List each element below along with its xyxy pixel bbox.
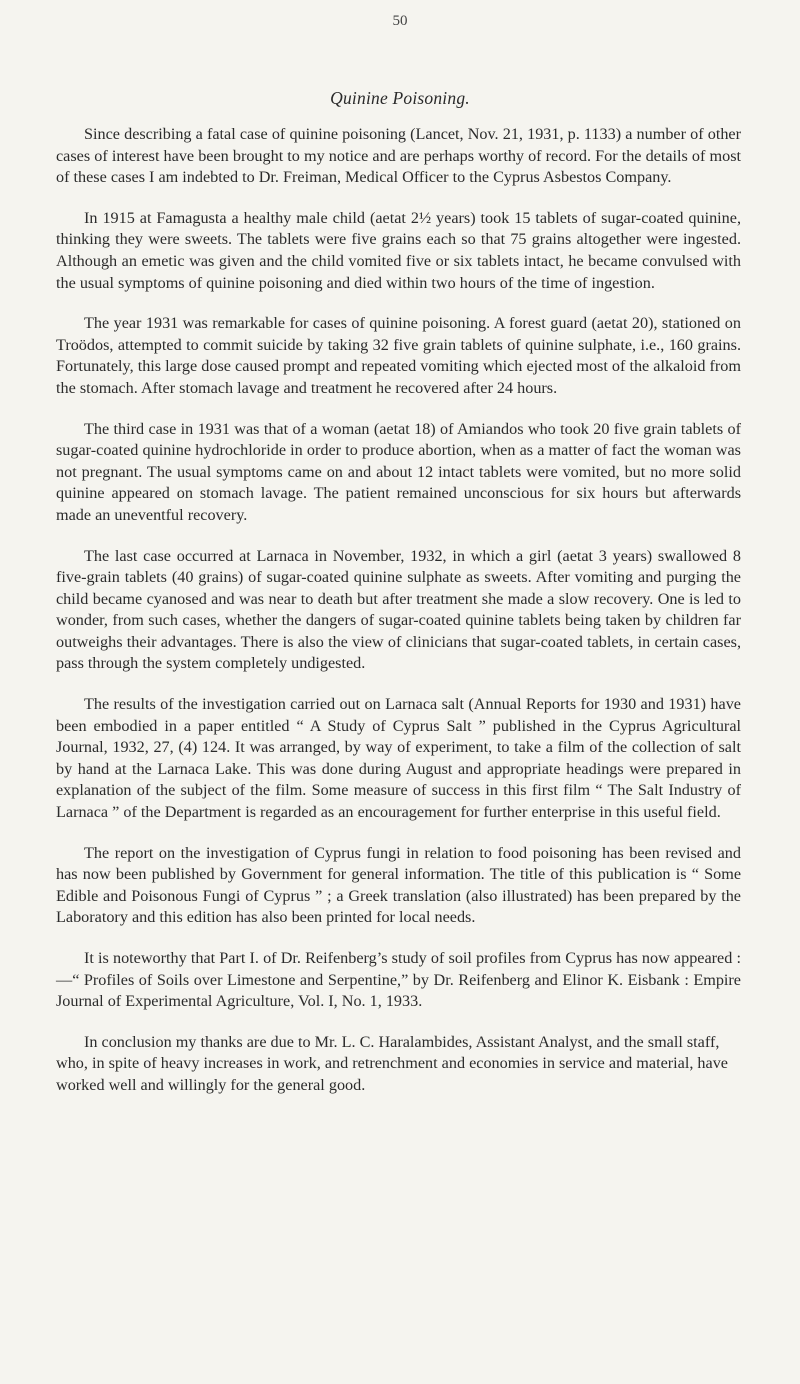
- paragraph-salt-study: The results of the investigation carried out on Larnaca salt (Annual Reports for 1930 and 1931) have been embodied in a paper entitled “ A Study of Cyprus Salt ” published in the Cyprus Agricultural Journal, 1932, 27, (4) 124. It was arranged, by way of experiment, to take a film of the collection of salt by hand at the Larnaca Lake. This was done during August and appropriate headings were prepared in explanation of the subject of the film. Some measure of success in this first film “ The Salt Industry of Larnaca ” of the Department is regarded as an encouragement for further enterprise in this useful field.: [56, 695, 741, 822]
- paragraph-amiandos-case: The third case in 1931 was that of a woman (aetat 18) of Amiandos who took 20 five grain tablets of sugar-coated quinine hydrochloride in order to produce abortion, when as a matter of fact the woman was not pregnant. The usual symptoms came on and about 12 intact tablets were vomited, but no more solid quinine appeared on stomach lavage. The patient remained unconscious for six hours but afterwards made an uneventful recovery.: [56, 419, 741, 524]
- paragraph-soil-profiles: It is noteworthy that Part I. of Dr. Reifenberg’s study of soil profiles from Cyprus has now appeared :—“ Profiles of Soils over Limestone and Serpentine,” by Dr. Reifenberg and Elinor K. Eisbank : Empire Journal of Experimental Agriculture, Vol. I, No. 1, 1933.: [56, 949, 741, 1011]
- paragraph-intro: Since describing a fatal case of quinine poisoning (Lancet, Nov. 21, 1931, p. 1133) a number of other cases of interest have been brought to my notice and are perhaps worthy of record. For the details of most of these cases I am indebted to Dr. Freiman, Medical Officer to the Cyprus Asbestos Company.: [56, 125, 741, 187]
- paragraph-famagusta-case: In 1915 at Famagusta a healthy male child (aetat 2½ years) took 15 tablets of sugar-coated quinine, thinking they were sweets. The tablets were five grains each so that 75 grains altogether were ingested. Although an emetic was given and the child vomited five or six tablets intact, he became convulsed with the usual symptoms of quinine poisoning and died within two hours of the time of ingestion.: [56, 208, 741, 292]
- body-text: [56, 124, 741, 1116]
- paragraph-larnaca-case: The last case occurred at Larnaca in November, 1932, in which a girl (aetat 3 years) swallowed 8 five-grain tablets (40 grains) of sugar-coated quinine sulphate as sweets. After vomiting and purging the child became cyanosed and was near to death but after treatment she made a slow recovery. One is led to wonder, from such cases, whether the dangers of sugar-coated quinine tablets being taken by children far outweighs their advantages. There is also the view of clinicians that sugar-coated tablets, in certain cases, pass through the system completely undigested.: [56, 546, 741, 673]
- page-number: 50: [392, 13, 408, 29]
- paragraph-conclusion: In conclusion my thanks are due to Mr. L. C. Haralambides, Assistant Analyst, and the small staff, who, in spite of heavy increases in work, and retrenchment and economies in service and material, have worked well and willingly for the general good.: [56, 1032, 728, 1094]
- section-heading: Quinine Poisoning.: [330, 88, 470, 108]
- paragraph-fungi-report: The report on the investigation of Cyprus fungi in relation to food poisoning has been revised and has now been published by Government for general information. The title of this publication is “ Some Edible and Poisonous Fungi of Cyprus ” ; a Greek translation (also illustrated) has been prepared by the Laboratory and this edition has also been printed for local needs.: [56, 843, 741, 927]
- paragraph-forest-guard-case: The year 1931 was remarkable for cases of quinine poisoning. A forest guard (aetat 20), stationed on Troödos, attempted to commit suicide by taking 32 five grain tablets of quinine sulphate, i.e., 160 grains. Fortunately, this large dose caused prompt and repeated vomiting which ejected most of the alkaloid from the stomach. After stomach lavage and treatment he recovered after 24 hours.: [56, 314, 741, 397]
